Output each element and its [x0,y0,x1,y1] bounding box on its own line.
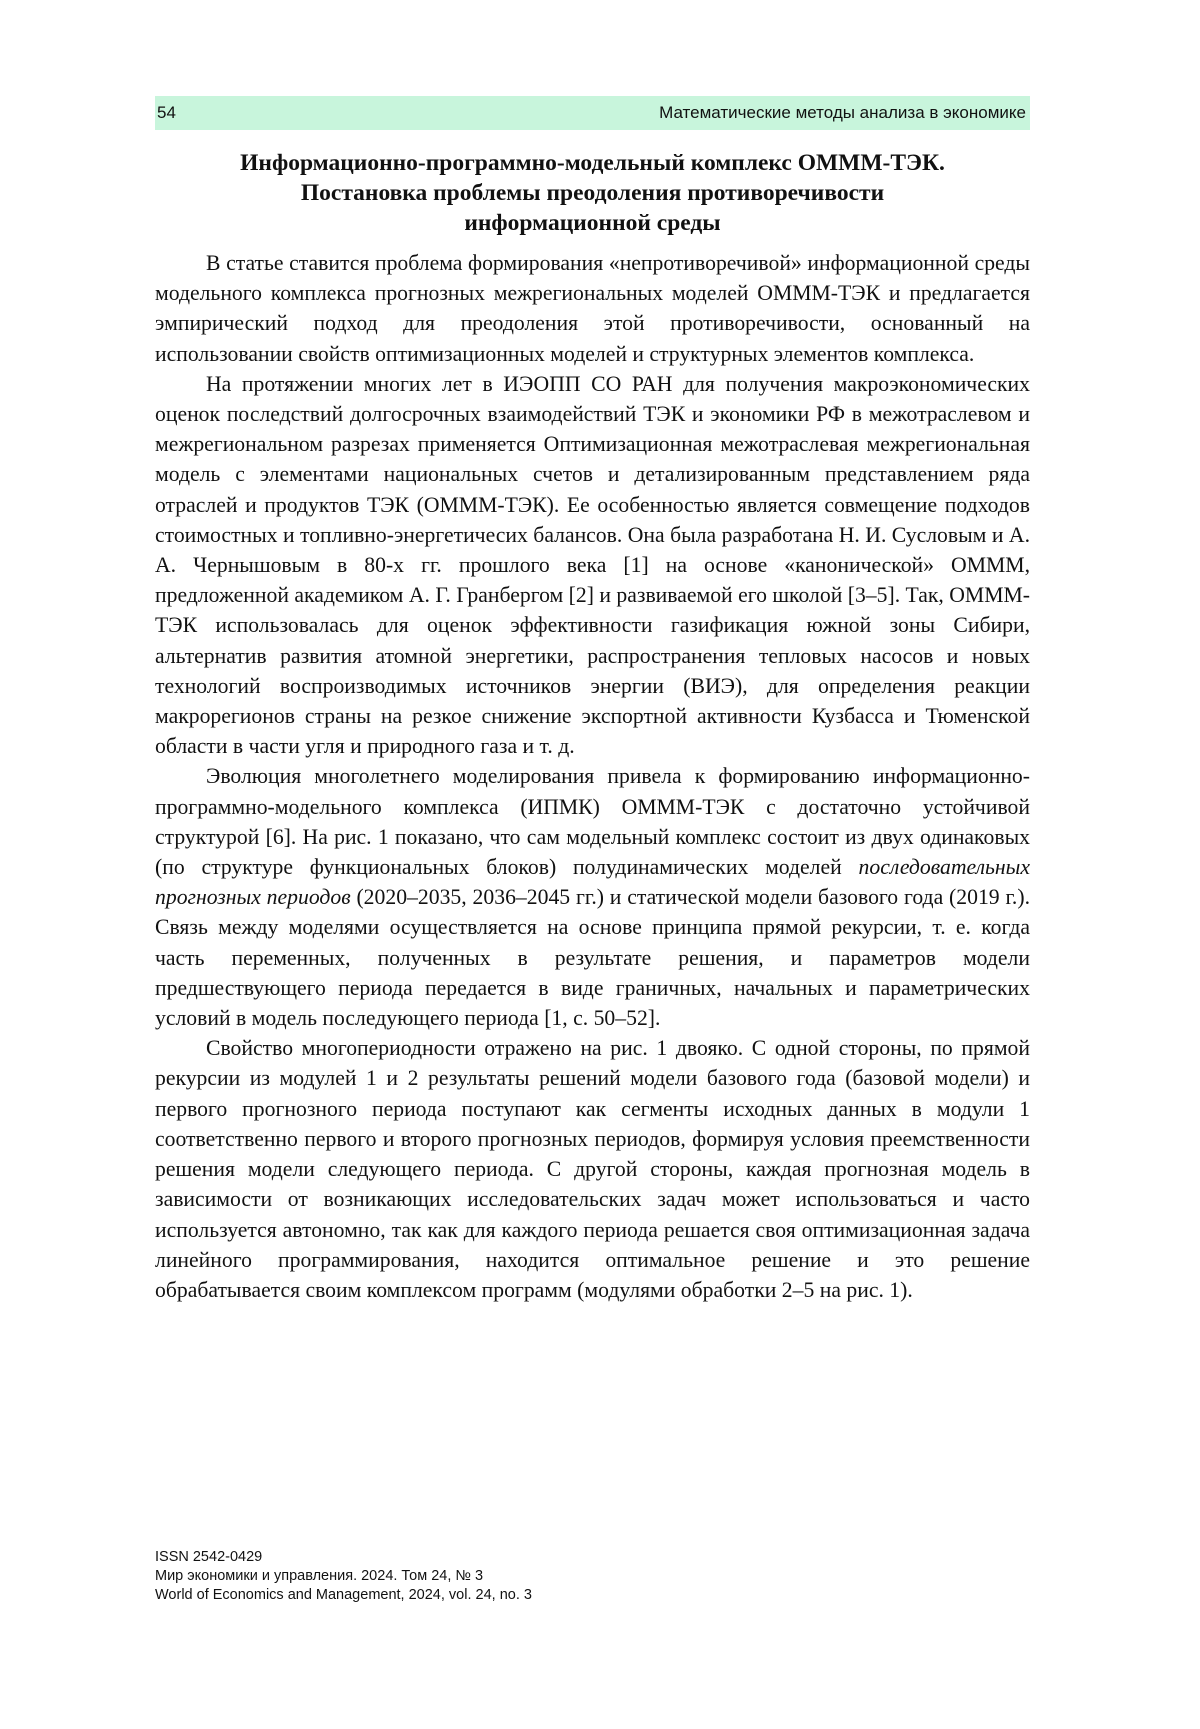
title-line: Постановка проблемы преодоления противоречивости [300,180,885,206]
article-title [155,148,1030,238]
journal-footer [155,1548,532,1605]
paragraph-structure [155,761,1030,1033]
title-line: Информационно-программно-модельный комплекс ОМММ-ТЭК. [240,150,945,176]
paragraph-multiperiod: Свойство многопериодности отражено на рис. 1 двояко. С одной стороны, по прямой рекурсии из модулей 1 и 2 результаты решений модели базового года (базовой модели) и первого прогнозного периода поступают как сегменты исходных данных в модули 1 соответственно первого и второго прогнозных периодов, формируя условия преемственности решения модели следующего периода. С другой стороны, каждая прогнозная модель в зависимости от возникающих исследовательских задач может использоваться и часто используется автономно, так как для каждого периода решается своя оптимизационная задача линейного программирования, находится оптимальное решение и это решение обрабатывается своим комплексом программ (модулями обработки 2–5 на рис. 1). [155,1036,1030,1302]
citation-en: World of Economics and Management, 2024, vol. 24, no. 3 [155,1587,532,1603]
page-number: 54 [157,103,176,122]
journal-section: Математические методы анализа в экономике [659,103,1026,122]
title-line: информационной среды [464,210,721,236]
italic-term: последовательных прогнозных периодов [155,855,1030,910]
paragraph-text: (2020–2035, 2036–2045 гг.) и статической модели базового года (2019 г.). Связь между моделями осуществляется на основе принципа прямой рекурсии, т. е. когда часть переменных, полученных в результате решения, и параметров модели предшествующего периода передается в виде граничных, начальных и параметрических условий в модель последующего периода [1, с. 50–52]. [155,885,1030,1031]
paragraph-history: На протяжении многих лет в ИЭОПП СО РАН для получения макроэкономических оценок последствий долгосрочных взаимодействий ТЭК и экономики РФ в межотраслевом и межрегиональном разрезах применяется Оптимизационная межотраслевая межрегиональная модель с элементами национальных счетов и детализированным представлением ряда отраслей и продуктов ТЭК (ОМММ-ТЭК). Ее особенностью является совмещение подходов стоимостных и топливно-энергетичесих балансов. Она была разработана Н. И. Сусловым и А. А. Чернышовым в 80-х гг. прошлого века [1] на основе «канонической» ОМММ, предложенной академиком А. Г. Гранбергом [2] и развиваемой его школой [3–5]. Так, ОМММ-ТЭК использовалась для оценок эффективности газификация южной зоны Сибири, альтернатив развития атомной энергетики, распространения тепловых насосов и новых технологий воспроизводимых источников энергии (ВИЭ), для определения реакции макрорегионов страны на резкое снижение экспортной активности Кузбасса и Тюменской области в части угля и природного газа и т. д. [155,371,1030,759]
issn: ISSN 2542-0429 [155,1549,263,1565]
running-header [155,96,1030,130]
citation-ru: Мир экономики и управления. 2024. Том 24, № 3 [155,1568,484,1584]
paragraph-text: Эволюция многолетнего моделирования привела к формированию информационно-программно-модельного комплекса (ИПМК) ОМММ-ТЭК с достаточно устойчивой структурой [6]. На рис. 1 показано, что сам модельный комплекс состоит из двух одинаковых (по структуре функциональных блоков) полудинамических моделей [155,764,1030,880]
paragraph-abstract: В статье ставится проблема формирования «непротиворечивой» информационной среды модельного комплекса прогнозных межрегиональных моделей ОМММ-ТЭК и предлагается эмпирический подход для преодоления этой противоречивости, основанный на использовании свойств оптимизационных моделей и структурных элементов комплекса. [155,251,1030,366]
article-body [155,148,1030,1305]
